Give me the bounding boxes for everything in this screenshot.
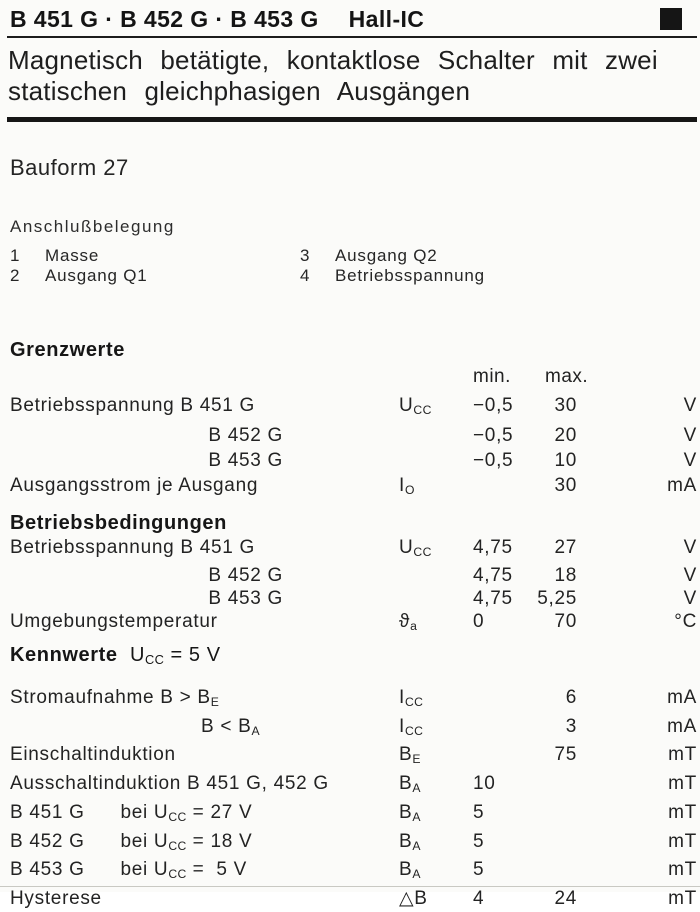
table-betriebsbedingungen xyxy=(10,536,697,638)
pin-name: Ausgang Q1 xyxy=(45,266,148,285)
row-label xyxy=(10,887,399,912)
text-segment: = 5 V xyxy=(164,644,221,666)
row-label xyxy=(10,743,399,772)
table-row xyxy=(10,564,697,587)
row-label xyxy=(10,448,399,473)
subscript-text: CC xyxy=(404,694,424,709)
subscript-text: CC xyxy=(145,652,165,668)
pin-number: 4 xyxy=(300,266,311,285)
text-segment: U xyxy=(117,644,146,666)
subscript-text: a xyxy=(410,618,418,633)
text-segment: Betriebsbedingungen xyxy=(10,512,227,534)
row-min-value xyxy=(473,473,533,503)
row-symbol xyxy=(399,610,473,638)
row-unit: mT xyxy=(668,859,697,881)
row-symbol xyxy=(399,564,473,587)
row-max-value: 5,25 xyxy=(537,587,577,609)
table-row xyxy=(10,448,697,473)
section-title-betriebsbedingungen xyxy=(10,512,697,535)
table-row xyxy=(10,858,697,887)
row-symbol xyxy=(399,801,473,830)
subscript-text: O xyxy=(404,482,415,497)
text-segment: B xyxy=(399,859,413,881)
row-max-value: 75 xyxy=(554,744,577,766)
section-divider xyxy=(7,117,697,122)
subscript-text: A xyxy=(251,723,260,738)
row-label xyxy=(10,830,399,859)
column-header-min: min. xyxy=(473,366,511,387)
subscript-text: A xyxy=(412,809,421,824)
product-name-title: Hall-IC xyxy=(348,6,425,32)
pin-name: Ausgang Q2 xyxy=(335,246,438,265)
row-min-value: −0,5 xyxy=(473,395,514,416)
row-symbol xyxy=(399,743,473,772)
row-max-value: 6 xyxy=(565,687,577,708)
row-unit: V xyxy=(683,587,697,609)
text-segment: Hysterese xyxy=(10,887,102,909)
row-min-value: 4,75 xyxy=(473,587,513,609)
pin-name: Masse xyxy=(45,246,100,265)
row-label xyxy=(10,564,399,587)
subscript-text: A xyxy=(412,867,421,882)
section-title-grenzwerte xyxy=(10,339,697,362)
row-unit: °C xyxy=(674,610,697,632)
row-max-value: 20 xyxy=(554,424,577,446)
row-min-value: −0,5 xyxy=(473,424,514,446)
text-segment: B 451 G bei U xyxy=(10,801,169,823)
text-segment: B xyxy=(399,773,413,795)
table-row xyxy=(10,801,697,830)
text-segment: Einschaltinduktion xyxy=(10,744,176,766)
row-unit: V xyxy=(683,395,697,416)
text-segment: B 453 G xyxy=(208,449,283,471)
subscript-text: CC xyxy=(404,723,424,738)
row-symbol xyxy=(399,473,473,503)
row-symbol xyxy=(399,772,473,801)
table-row xyxy=(10,715,697,744)
table-row xyxy=(10,536,697,564)
row-symbol xyxy=(399,686,473,715)
text-segment: B 453 G xyxy=(208,587,283,609)
subscript-text: E xyxy=(412,752,421,767)
row-unit: mT xyxy=(668,801,697,823)
row-label xyxy=(10,393,399,423)
text-segment: U xyxy=(399,395,414,416)
row-label xyxy=(10,587,399,610)
text-segment: Betriebsspannung B 451 G xyxy=(10,395,255,416)
header-divider xyxy=(7,36,697,38)
text-segment: U xyxy=(399,537,414,558)
text-segment: Ausgangsstrom je Ausgang xyxy=(10,474,259,496)
row-label xyxy=(10,536,399,564)
row-max-value: 30 xyxy=(554,395,577,416)
subscript-text: CC xyxy=(168,809,187,824)
subscript-text: CC xyxy=(168,867,187,882)
text-segment: Betriebsspannung B 451 G xyxy=(10,537,255,558)
row-max-value xyxy=(533,801,577,830)
row-max-value: 70 xyxy=(554,610,577,632)
row-symbol xyxy=(399,830,473,859)
pin-number: 3 xyxy=(300,246,311,265)
row-unit: mT xyxy=(668,887,697,909)
page-bottom-rule xyxy=(0,886,700,887)
row-max-value xyxy=(533,858,577,887)
table-row xyxy=(10,610,697,638)
row-symbol xyxy=(399,448,473,473)
subtitle-line-1: Magnetisch betätigte, kontaktlose Schalter mit zwei xyxy=(8,45,658,75)
table-grenzwerte xyxy=(10,393,697,503)
row-max-value xyxy=(533,772,577,801)
row-min-value xyxy=(473,715,533,744)
row-max-value: 27 xyxy=(554,537,577,558)
row-min-value: 4 xyxy=(473,887,485,909)
table-row xyxy=(10,473,697,503)
bauform-label: Bauform 27 xyxy=(10,155,129,180)
text-segment: B 452 G bei U xyxy=(10,830,169,852)
row-max-value: 10 xyxy=(554,449,577,471)
table-row xyxy=(10,743,697,772)
text-segment: I xyxy=(399,474,405,496)
row-max-value: 3 xyxy=(565,715,577,737)
pinout-heading: Anschlußbelegung xyxy=(10,217,175,236)
text-segment: B 452 G xyxy=(208,424,283,446)
subscript-text: E xyxy=(210,694,220,709)
text-segment: ϑ xyxy=(399,610,411,632)
row-unit: V xyxy=(683,449,697,471)
row-symbol xyxy=(399,536,473,564)
table-row xyxy=(10,887,697,912)
column-header-max: max. xyxy=(545,366,589,387)
row-unit: mT xyxy=(668,744,697,766)
text-segment: I xyxy=(399,715,405,737)
row-unit: V xyxy=(683,537,697,558)
row-label xyxy=(10,715,399,744)
text-segment: Grenzwerte xyxy=(10,339,125,361)
row-label xyxy=(10,801,399,830)
text-segment: B 452 G xyxy=(208,564,283,586)
row-symbol xyxy=(399,587,473,610)
text-segment: I xyxy=(399,687,405,708)
row-min-value: 0 xyxy=(473,610,485,632)
row-min-value xyxy=(473,743,533,772)
row-symbol xyxy=(399,858,473,887)
text-segment: Umgebungstemperatur xyxy=(10,610,218,632)
subtitle-line-2: statischen gleichphasigen Ausgängen xyxy=(8,76,471,106)
row-max-value xyxy=(533,830,577,859)
text-segment: B < B xyxy=(200,715,252,737)
text-segment: Ausschaltinduktion B 451 G, 452 G xyxy=(10,773,329,795)
model-numbers-title: B 451 G · B 452 G · B 453 G xyxy=(10,6,319,32)
table-row xyxy=(10,587,697,610)
corner-mark-square xyxy=(660,8,682,30)
page-subtitle xyxy=(8,45,698,107)
subscript-text: CC xyxy=(413,544,432,559)
row-unit: mA xyxy=(667,474,697,496)
text-segment: B xyxy=(399,801,413,823)
row-unit: mA xyxy=(667,715,697,737)
page-header xyxy=(10,6,650,33)
table-row xyxy=(10,423,697,448)
section-title-kennwerte xyxy=(10,644,697,667)
row-max-value: 18 xyxy=(554,564,577,586)
row-symbol xyxy=(399,887,473,912)
pin-name: Betriebsspannung xyxy=(335,266,485,285)
table-row xyxy=(10,393,697,423)
text-segment: = 27 V xyxy=(186,801,253,823)
row-unit: mA xyxy=(667,687,697,708)
row-min-value: −0,5 xyxy=(473,449,514,471)
text-segment: = 18 V xyxy=(186,830,253,852)
text-segment: △B xyxy=(399,887,428,909)
subscript-text: CC xyxy=(413,402,432,417)
row-symbol xyxy=(399,423,473,448)
pin-number: 2 xyxy=(10,266,21,285)
row-label xyxy=(10,858,399,887)
row-min-value: 4,75 xyxy=(473,564,513,586)
row-max-value: 24 xyxy=(554,887,577,909)
row-unit: mT xyxy=(668,773,697,795)
row-symbol xyxy=(399,715,473,744)
row-min-value: 10 xyxy=(473,773,496,795)
table-row xyxy=(10,772,697,801)
text-segment: = 5 V xyxy=(186,859,248,881)
subscript-text: A xyxy=(412,838,421,853)
subscript-text: CC xyxy=(168,838,187,853)
row-min-value: 4,75 xyxy=(473,537,513,558)
row-min-value: 5 xyxy=(473,830,485,852)
row-unit: V xyxy=(683,424,697,446)
subscript-text: A xyxy=(412,781,421,796)
row-min-value: 5 xyxy=(473,801,485,823)
row-unit: V xyxy=(683,564,697,586)
table-row xyxy=(10,686,697,715)
row-min-value xyxy=(473,686,533,715)
row-max-value: 30 xyxy=(554,474,577,496)
row-unit: mT xyxy=(668,830,697,852)
pin-grid xyxy=(10,246,690,286)
text-segment: B 453 G bei U xyxy=(10,859,169,881)
table-kennwerte xyxy=(10,686,697,912)
row-symbol xyxy=(399,393,473,423)
row-label xyxy=(10,473,399,503)
row-label xyxy=(10,772,399,801)
table-row xyxy=(10,830,697,859)
text-segment: B xyxy=(399,830,413,852)
row-label xyxy=(10,686,399,715)
text-segment: Stromaufnahme B > B xyxy=(10,687,211,708)
text-segment: B xyxy=(399,744,413,766)
text-segment: Kennwerte xyxy=(10,644,118,666)
row-label xyxy=(10,610,399,638)
row-label xyxy=(10,423,399,448)
pin-number: 1 xyxy=(10,246,21,265)
row-min-value: 5 xyxy=(473,859,485,881)
